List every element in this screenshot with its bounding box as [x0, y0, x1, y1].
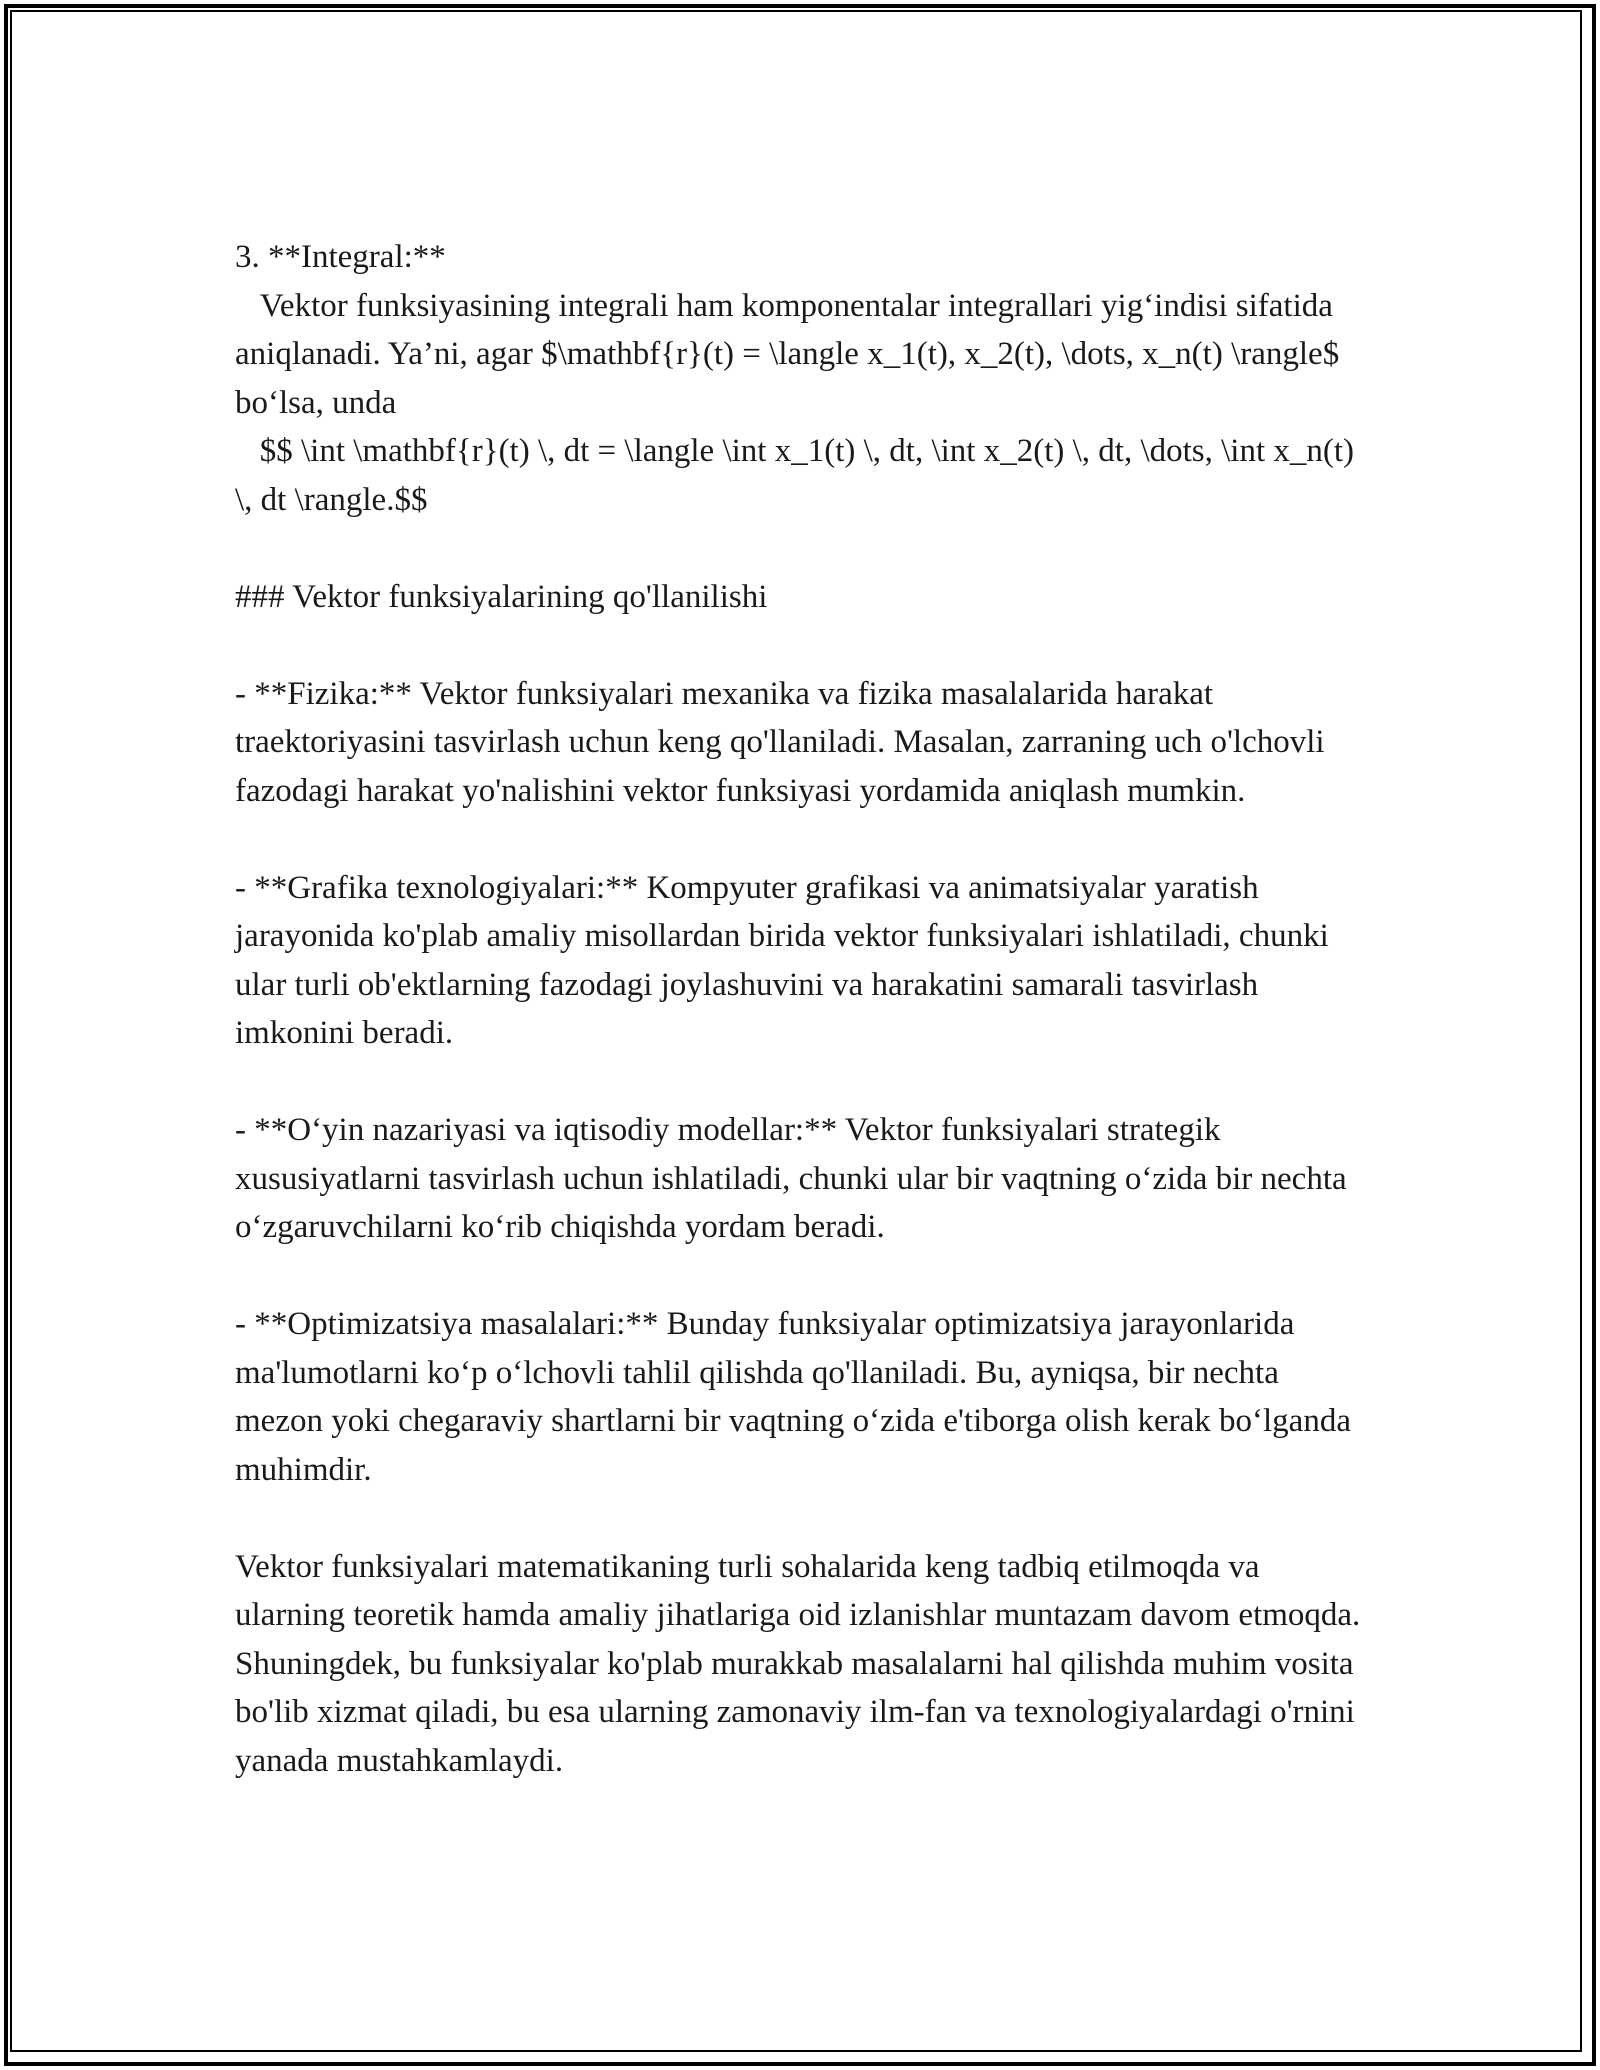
- spacer: [235, 524, 1375, 573]
- conclusion-paragraph: Vektor funksiyalari matematikaning turli sohalarida keng tadbiq etilmoqda va ularning teoretik hamda amaliy jihatlariga oid izlanishlar muntazam davom etmoqda. Shuningdek, bu funksiyalar ko'plab murakkab masalalarni hal qilishda muhim vosita bo'lib xizmat qiladi, bu esa ularning zamonaviy ilm-fan va texnologiyalardagi o'rnini yanada mustahkamlaydi.: [235, 1548, 1369, 1779]
- spacer: [235, 1494, 1375, 1543]
- spacer: [235, 1058, 1375, 1107]
- section-heading: ### Vektor funksiyalarining qo'llanilishi: [235, 578, 768, 615]
- integral-heading: 3. **Integral:**: [235, 239, 446, 275]
- bullet-graphics: - **Grafika texnologiyalari:** Kompyuter grafikasi va animatsiyalar yaratish jarayonida ko'plab amaliy misollardan birida vektor funksiyalari ishlatiladi, chunki ular turli ob'ektlarning fazodagi joylashuvini va harakatini samarali tasvirlash imkonini beradi.: [235, 869, 1337, 1051]
- integral-formula: $$ \int \mathbf{r}(t) \, dt = \langle \int x_1(t) \, dt, \int x_2(t) \, dt, \dots, \int x_n(t) \, dt \rangle.$$: [235, 433, 1363, 518]
- spacer: [235, 621, 1375, 670]
- bullet-optimization: - **Optimizatsiya masalalari:** Bunday funksiyalar optimizatsiya jarayonlarida ma'lumotlarni ko‘p o‘lchovli tahlil qilishda qo'llaniladi. Bu, ayniqsa, bir nechta mezon yoki chegaraviy shartlarni bir vaqtning o‘zida e'tiborga olish kerak bo‘lganda muhimdir.: [235, 1306, 1360, 1488]
- bullet-physics: - **Fizika:** Vektor funksiyalari mexanika va fizika masalalarida harakat traektoriyasini tasvirlash uchun keng qo'llaniladi. Masalan, zarraning uch o'lchovli fazodagi harakat yo'nalishini vektor funksiyasi yordamida aniqlash mumkin.: [235, 675, 1333, 809]
- bullet-game-theory: - **O‘yin nazariyasi va iqtisodiy modellar:** Vektor funksiyalari strategik xususiyatlarni tasvirlash uchun ishlatiladi, chunki ular bir vaqtning o‘zida bir nechta o‘zgaruvchilarni ko‘rib chiqishda yordam beradi.: [235, 1112, 1355, 1245]
- spacer: [235, 1252, 1375, 1301]
- spacer: [235, 815, 1375, 864]
- integral-text: Vektor funksiyasining integrali ham komponentalar integrallari yig‘indisi sifatida aniqlanadi. Ya’ni, agar $\mathbf{r}(t) = \langle x_1(t), x_2(t), \dots, x_n(t) \rangle$ bo‘lsa, unda: [235, 287, 1348, 421]
- document-body: [235, 233, 1375, 1785]
